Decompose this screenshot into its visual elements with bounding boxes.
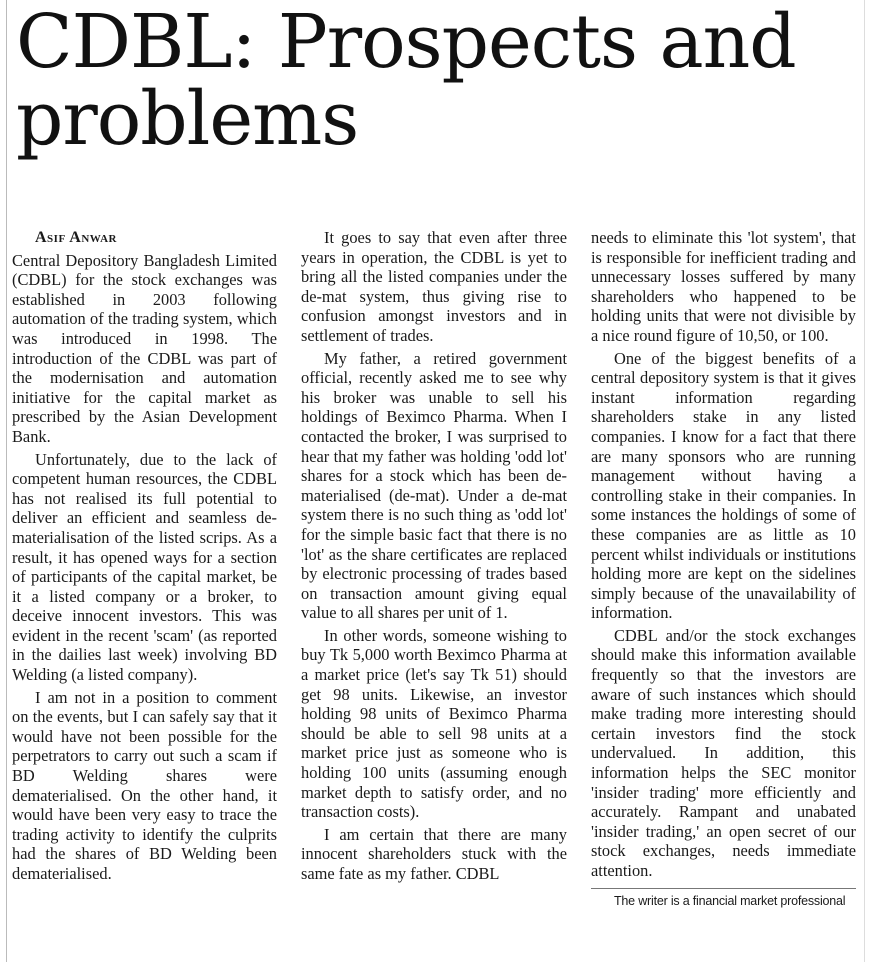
paragraph: In other words, someone wishing to buy Tk 5,000 worth Beximco Pharma at a market price (let's say Tk 51) should get 98 units. Likewise, an investor holding 98 units of Beximco Pharma should be able to sell 98 units at a market price just as someone who is holding 100 units (assuming enough market depth to satisfy order, and no transaction costs).	[301, 625, 567, 822]
paragraph: It goes to say that even after three years in operation, the CDBL is yet to bring all the listed companies under the de-mat system, thus giving rise to confusion amongst investors and in settlement of trades.	[301, 228, 567, 345]
paragraph: I am certain that there are many innocent shareholders stuck with the same fate as my father. CDBL	[301, 824, 567, 883]
column-3	[591, 228, 856, 908]
column-1	[12, 228, 277, 884]
byline: Asif Anwar	[35, 229, 117, 246]
left-edge-rule	[6, 0, 7, 962]
credit-divider	[591, 888, 856, 889]
paragraph: Central Depository Bangladesh Limited (CDBL) for the stock exchanges was established in 2003 following automation of the trading system, which was introduced in 1998. The introduction of the CDBL was part of the modernisation and automation initiative for the capital market as prescribed by the Asian Development Bank.	[12, 250, 277, 446]
paragraph: needs to eliminate this 'lot system', that is responsible for inefficient trading and unnecessary losses suffered by many shareholders who happened to be holding units that were not divisible by a nice round figure of 10,50, or 100.	[591, 228, 856, 345]
headline: CDBL: Prospects and problems	[16, 0, 796, 162]
paragraph: I am not in a position to comment on the events, but I can safely say that it would have not been possible for the perpetrators to carry out such a scam if BD Welding shares were dematerialised. On the other hand, it would have been very easy to trace the trading activity to identify the culprits had the shares of BD Welding been dematerialised.	[12, 687, 277, 883]
column-2	[301, 228, 567, 884]
paragraph: Unfortunately, due to the lack of competent human resources, the CDBL has not realised its full potential to deliver an efficient and seamless de-materialisation of the listed scrips. As a result, it has opened ways for a section of participants of the capital market, be it a listed company or a broker, to deceive innocent investors. This was evident in the recent 'scam' (as reported in the dailies last week) involving BD Welding (a listed company).	[12, 449, 277, 685]
author-credit: The writer is a financial market professional	[614, 893, 846, 908]
paragraph: My father, a retired government official, recently asked me to see why his broker was unable to sell his holdings of Beximco Pharma. When I contacted the broker, I was surprised to hear that my father was holding 'odd lot' shares for a stock which has been de-materialised (de-mat). Under a de-mat system there is no such thing as 'odd lot' for the simple basic fact that there is no 'lot' as the share certificates are replaced by electronic processing of trades based on transaction amount giving equal value to all shares per unit of 1.	[301, 348, 567, 623]
right-edge-rule	[864, 0, 865, 962]
paragraph: One of the biggest benefits of a central depository system is that it gives instant information regarding shareholders stake in any listed companies. I know for a fact that there are many sponsors who are running management without having a controlling stake in their companies. In some instances the holdings of some of these companies are as little as 10 percent whilst individuals or institutions holding more are kept on the sidelines simply because of the unavailability of information.	[591, 348, 856, 623]
paragraph: CDBL and/or the stock exchanges should make this information available frequently so that the investors are aware of such instances which should make trading more interesting should certain investors find the stock undervalued. In addition, this information helps the SEC monitor 'insider trading' more efficiently and accurately. Rampant and unabated 'insider trading,' an open secret of our stock exchanges, needs immediate attention.	[591, 625, 856, 880]
